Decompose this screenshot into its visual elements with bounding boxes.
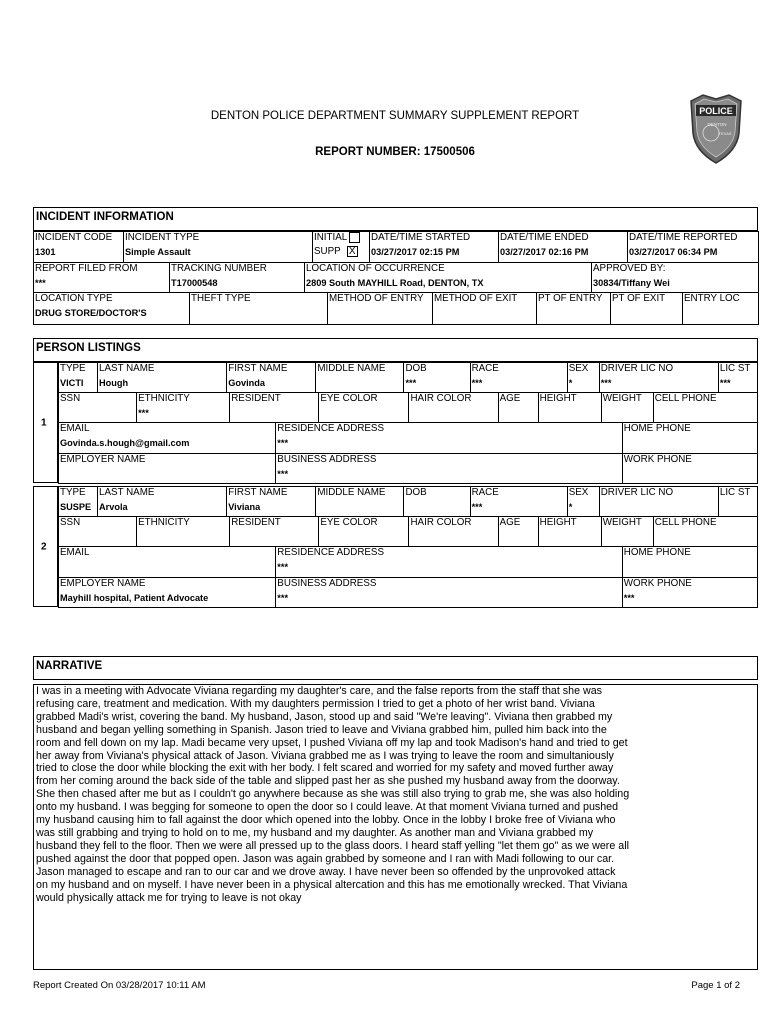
narrative-line: pushed against the door that popped open. Jason was again grabbed by someone and I ran with Madi following to our car. [36, 852, 615, 865]
person-dl-cell [599, 487, 718, 517]
person-email-value: Govinda.s.hough@gmail.com [60, 438, 190, 448]
narrative-line: was still grabbing and trying to hold on to me, my husband and my daughter. As another man and Viviana grabbed my [36, 826, 594, 839]
person-last-cell [98, 487, 227, 517]
incident-code-label: INCIDENT CODE [35, 232, 113, 243]
person-hair-cell [409, 517, 498, 547]
location-type-cell [34, 293, 190, 325]
person-eye-cell [319, 517, 409, 547]
person-resident-cell [230, 393, 319, 423]
person-employer-cell [59, 578, 276, 608]
person-home-label: HOME PHONE [623, 423, 691, 434]
narrative-line: I was in a meeting with Advocate Viviana regarding my daughter's care, and the false reports from the staff that she was [36, 685, 603, 697]
person-resident-cell [230, 517, 319, 547]
person-ssn-label: SSN [60, 517, 81, 528]
date-reported-label: DATE/TIME REPORTED [629, 232, 738, 243]
person-eye-label: EYE COLOR [320, 517, 378, 528]
approved-cell [592, 263, 759, 293]
entry-loc-label: ENTRY LOC [684, 293, 740, 304]
narrative-line: She then chased after me but as I couldn't go anywhere because as she was still also trying to grab me, she was also holding [36, 788, 630, 801]
person-section-title: PERSON LISTINGS [33, 338, 758, 362]
initial-supp-cell [313, 232, 370, 263]
person-sex-label: SEX [568, 363, 589, 374]
incident-type-cell [124, 232, 313, 263]
person-weight-cell [601, 393, 653, 423]
location-type-label: LOCATION TYPE [35, 293, 113, 304]
person-height-cell [538, 393, 601, 423]
date-ended-cell [499, 232, 628, 263]
date-reported-cell [628, 232, 759, 263]
incident-section-title: INCIDENT INFORMATION [33, 207, 758, 231]
date-started-cell [370, 232, 499, 263]
person-age-label: AGE [499, 393, 521, 404]
person-ssn-cell [59, 517, 137, 547]
person-res-addr-cell [276, 423, 622, 454]
person-last-cell [98, 363, 227, 393]
person-licst-value: *** [719, 378, 731, 388]
entry-loc-cell [683, 293, 759, 325]
person-race-cell [470, 363, 567, 393]
location-label: LOCATION OF OCCURRENCE [306, 263, 445, 274]
person-res-addr-label: RESIDENCE ADDRESS [277, 547, 385, 558]
person-dl-value: *** [600, 378, 612, 388]
person-res-addr-value: *** [277, 438, 289, 448]
incident-type-label: INCIDENT TYPE [125, 232, 200, 243]
person-cell-label: CELL PHONE [654, 393, 717, 404]
logo-state-text: TEXAS [718, 131, 732, 136]
person-row [58, 422, 758, 454]
person-sex-value: * [568, 502, 573, 512]
incident-row-3 [33, 292, 759, 325]
narrative-line: from her coming around the back side of the table and slipped past her as she pushed my husband away from the doorway. [36, 775, 620, 788]
person-bus-addr-cell [276, 578, 622, 608]
supp-label: SUPP [314, 246, 341, 257]
date-ended-label: DATE/TIME ENDED [500, 232, 589, 243]
person-employer-value: Mayhill hospital, Patient Advocate [60, 593, 209, 603]
person-cell-cell [653, 393, 757, 423]
person-ethnicity-cell [137, 517, 230, 547]
person-dl-cell [599, 363, 718, 393]
person-employer-label: EMPLOYER NAME [60, 454, 146, 465]
page-number: Page 1 of 2 [691, 980, 740, 991]
person-height-cell [538, 517, 601, 547]
narrative-line: room and fell down on my lap. Madi became very upset, I pushed Viviana off my lap and took Madison's hand and tried to get [36, 736, 628, 749]
tracking-value: T17000548 [171, 278, 218, 288]
method-entry-cell [328, 293, 433, 325]
person-race-label: RACE [471, 363, 499, 374]
report-number: REPORT NUMBER: 17500506 [315, 146, 475, 158]
pt-entry-label: PT OF ENTRY [538, 293, 603, 304]
logo-city-text: DENTON [707, 122, 727, 127]
person-type-label: TYPE [60, 487, 86, 498]
report-created: Report Created On 03/28/2017 10:11 AM [33, 980, 206, 991]
person-dob-label: DOB [405, 487, 427, 498]
person-licst-cell [718, 363, 757, 393]
person-race-label: RACE [471, 487, 499, 498]
report-filed-label: REPORT FILED FROM [35, 263, 138, 274]
person-email-cell [59, 423, 276, 454]
date-started-value: 03/27/2017 02:15 PM [371, 247, 460, 257]
narrative-line: on my husband and on myself. I have never been in a physical altercation and this has me emotionally wrecked. That Viviana [36, 878, 628, 891]
person-weight-label: WEIGHT [602, 393, 642, 404]
initial-label: INITIAL [314, 232, 348, 243]
person-type-cell [59, 363, 98, 393]
person-height-label: HEIGHT [539, 517, 577, 528]
person-type-value: VICTI [60, 378, 84, 388]
narrative-section-title: NARRATIVE [33, 656, 758, 680]
person-ethnicity-label: ETHNICITY [138, 393, 190, 404]
person-employer-label: EMPLOYER NAME [60, 578, 146, 589]
person-ethnicity-value: *** [138, 408, 149, 418]
narrative-line: grabbed Madi's wrist, covering the band. My husband, Jason, stood up and said "We're leaving". Viviana then grabbed my [36, 710, 613, 723]
narrative-line: my husband causing him to fall against the door which opened into the lobby. Once in the lobby I broke free of Viviana who [36, 814, 616, 827]
person-age-cell [498, 393, 538, 423]
narrative-line: refusing care, treatment and medication. With my daughters permission I tried to get a photo of her wrist band. Viviana [36, 697, 595, 710]
person-ssn-cell [59, 393, 137, 423]
person-bus-addr-value: *** [277, 593, 289, 603]
person-dl-label: DRIVER LIC NO [600, 363, 674, 374]
person-race-value: *** [471, 378, 483, 388]
person-bus-addr-label: BUSINESS ADDRESS [277, 578, 377, 589]
person-last-value: Hough [99, 378, 129, 388]
person-eye-cell [319, 393, 409, 423]
person-row [58, 486, 758, 517]
person-eye-label: EYE COLOR [320, 393, 378, 404]
tracking-cell [170, 263, 305, 293]
initial-checkbox[interactable] [349, 232, 360, 243]
person-first-label: FIRST NAME [228, 487, 288, 498]
person-dob-cell [404, 487, 470, 517]
person-sex-label: SEX [568, 487, 589, 498]
location-cell [305, 263, 592, 293]
person-sex-value: * [568, 378, 573, 388]
person-number-cell [33, 486, 58, 607]
person-bus-addr-cell [276, 454, 622, 484]
person-last-value: Arvola [99, 502, 128, 512]
person-row [58, 516, 758, 547]
person-type-cell [59, 487, 98, 517]
person-middle-cell [316, 487, 404, 517]
person-bus-addr-value: *** [277, 469, 289, 479]
person-middle-label: MIDDLE NAME [317, 487, 386, 498]
person-row [58, 546, 758, 578]
person-number: 1 [41, 417, 47, 428]
theft-type-cell [190, 293, 328, 325]
incident-type-value: Simple Assault [125, 247, 191, 257]
narrative-line: onto my husband. I was begging for someone to open the door so I could leave. At that moment Viviana turned and pushed [36, 801, 619, 814]
person-home-label: HOME PHONE [623, 547, 691, 558]
method-exit-label: METHOD OF EXIT [434, 293, 518, 304]
person-row [58, 392, 758, 423]
person-bus-addr-label: BUSINESS ADDRESS [277, 454, 377, 465]
pt-entry-cell [537, 293, 611, 325]
person-work-value: *** [623, 593, 635, 603]
person-res-addr-cell [276, 547, 622, 578]
narrative-line: husband and began yelling something in Spanish. Jason tried to leave and Viviana grabbed him, pulled him back into the [36, 723, 607, 736]
person-sex-cell [567, 363, 599, 393]
location-type-value: DRUG STORE/DOCTOR'S [35, 308, 147, 318]
person-last-label: LAST NAME [99, 487, 155, 498]
police-badge-logo [687, 93, 745, 165]
person-row [58, 577, 758, 608]
person-email-cell [59, 547, 276, 578]
person-ethnicity-label: ETHNICITY [138, 517, 190, 528]
person-first-cell [227, 487, 316, 517]
person-number: 2 [41, 541, 47, 552]
report-filed-value: *** [35, 278, 46, 288]
person-res-addr-value: *** [277, 562, 289, 572]
incident-code-cell [34, 232, 124, 263]
date-ended-value: 03/27/2017 02:16 PM [500, 247, 589, 257]
person-work-label: WORK PHONE [623, 454, 692, 465]
supp-checkbox[interactable]: X [347, 246, 358, 257]
person-home-cell [622, 547, 757, 578]
person-res-addr-label: RESIDENCE ADDRESS [277, 423, 385, 434]
person-race-value: *** [471, 502, 483, 512]
person-work-cell [622, 454, 757, 484]
person-row [58, 362, 758, 393]
narrative-line: tried to close the door while blocking the exit with her body. I felt scared and worried for my safety and moved further away [36, 762, 614, 775]
person-employer-cell [59, 454, 276, 484]
person-row [58, 453, 758, 484]
person-type-value: SUSPE [60, 502, 92, 512]
person-work-label: WORK PHONE [623, 578, 692, 589]
person-resident-label: RESIDENT [231, 393, 281, 404]
person-email-label: EMAIL [60, 423, 90, 434]
approved-label: APPROVED BY: [593, 263, 666, 274]
person-work-cell [622, 578, 757, 608]
person-number-cell [33, 362, 58, 483]
person-licst-label: LIC ST [719, 363, 751, 374]
method-exit-cell [433, 293, 537, 325]
method-entry-label: METHOD OF ENTRY [329, 293, 424, 304]
person-dob-cell [404, 363, 470, 393]
incident-row-1 [33, 231, 759, 263]
person-race-cell [470, 487, 567, 517]
person-email-label: EMAIL [60, 547, 90, 558]
person-hair-label: HAIR COLOR [410, 517, 472, 528]
person-age-cell [498, 517, 538, 547]
incident-row-2 [33, 262, 759, 293]
person-weight-label: WEIGHT [602, 517, 642, 528]
person-middle-label: MIDDLE NAME [317, 363, 386, 374]
theft-type-label: THEFT TYPE [191, 293, 251, 304]
person-middle-cell [316, 363, 404, 393]
person-first-label: FIRST NAME [228, 363, 288, 374]
approved-value: 30834/Tiffany Wei [593, 278, 670, 288]
narrative-line: husband they fell to the floor. Then we were all pressed up to the glass doors. I heard staff yelling "let them go" as we were all [36, 839, 629, 852]
person-last-label: LAST NAME [99, 363, 155, 374]
person-weight-cell [601, 517, 653, 547]
person-hair-label: HAIR COLOR [410, 393, 472, 404]
date-reported-value: 03/27/2017 06:34 PM [629, 247, 718, 257]
person-type-label: TYPE [60, 363, 86, 374]
person-age-label: AGE [499, 517, 521, 528]
pt-exit-label: PT OF EXIT [612, 293, 666, 304]
narrative-line: would physically attack me for trying to leave is not okay [36, 891, 302, 904]
person-licst-cell [718, 487, 757, 517]
person-cell-cell [653, 517, 757, 547]
person-dob-value: *** [405, 378, 417, 388]
person-ethnicity-cell [137, 393, 230, 423]
person-height-label: HEIGHT [539, 393, 577, 404]
incident-code-value: 1301 [35, 247, 56, 257]
person-sex-cell [567, 487, 599, 517]
person-dob-label: DOB [405, 363, 427, 374]
logo-police-text: POLICE [699, 106, 733, 116]
report-title: DENTON POLICE DEPARTMENT SUMMARY SUPPLEMENT REPORT [210, 110, 580, 122]
person-first-cell [227, 363, 316, 393]
person-home-cell [622, 423, 757, 454]
person-dl-label: DRIVER LIC NO [600, 487, 674, 498]
date-started-label: DATE/TIME STARTED [371, 232, 471, 243]
location-value: 2809 South MAYHILL Road, DENTON, TX [306, 278, 484, 288]
person-resident-label: RESIDENT [231, 517, 281, 528]
pt-exit-cell [611, 293, 683, 325]
narrative-line: her away from Viviana's physical attack of Jason. Viviana grabbed me as I was trying to leave the room and simultaniously [36, 749, 614, 762]
narrative-line: Jason managed to escape and ran to our car and we drove away. I have never been so offended by the unprovoked attack [36, 865, 616, 878]
person-ssn-label: SSN [60, 393, 81, 404]
person-first-value: Govinda [228, 378, 265, 388]
person-hair-cell [409, 393, 498, 423]
person-cell-label: CELL PHONE [654, 517, 717, 528]
tracking-label: TRACKING NUMBER [171, 263, 267, 274]
narrative-text [36, 685, 756, 904]
person-licst-label: LIC ST [719, 487, 751, 498]
person-first-value: Viviana [228, 502, 261, 512]
report-filed-cell [34, 263, 170, 293]
